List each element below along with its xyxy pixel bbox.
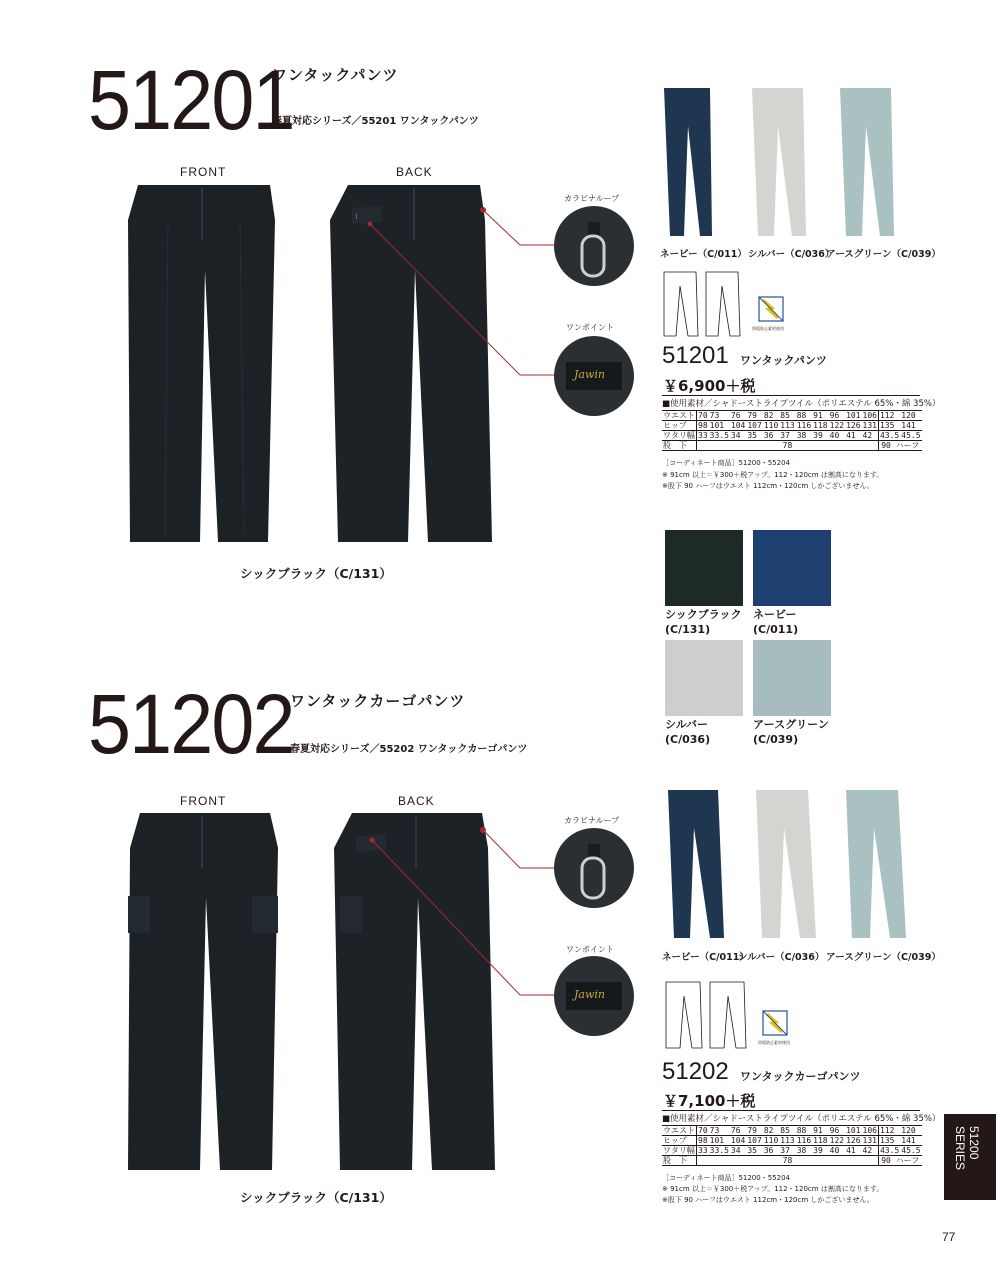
antistatic-text: 帯電防止素材使用 xyxy=(758,1040,790,1045)
size-row-inseam xyxy=(662,1156,922,1166)
product-number: 51201 xyxy=(88,53,294,147)
model-number: 51202 xyxy=(662,1058,729,1085)
size-row-inseam xyxy=(662,441,922,451)
size-cell: 120 xyxy=(900,1126,921,1136)
size-row-label: 股 下 xyxy=(662,1156,697,1166)
size-cell: 126 xyxy=(846,1136,861,1145)
size-cell: 78 xyxy=(697,441,879,451)
callout-carabiner-label: カラビナループ xyxy=(564,194,620,203)
line-drawing-icon xyxy=(662,980,752,1052)
swatch-name: シルバー xyxy=(665,718,708,731)
main-color-label: シックブラック（C/131） xyxy=(240,566,392,581)
carabiner-icon xyxy=(554,206,634,286)
size-row-thigh xyxy=(662,431,922,441)
size-cell: 135 xyxy=(878,1136,900,1146)
swatch-label-navy xyxy=(753,608,798,638)
size-cell: 33 xyxy=(698,431,708,440)
size-cell: 98 xyxy=(698,421,708,430)
swatch-silver xyxy=(665,640,743,716)
material: ■使用素材／シャドーストライプツイル（ポリエステル 65%・綿 35%） xyxy=(662,1114,941,1124)
note-2: ※股下 90 ハーフはウエスト 112cm・120cm しかございません。 xyxy=(662,1196,874,1204)
size-cell: 70 xyxy=(698,1126,708,1135)
size-cell: 113 xyxy=(780,1136,795,1145)
size-cell: 110 xyxy=(763,421,779,430)
size-cell: 45.5 xyxy=(901,431,921,440)
size-cell: 112 xyxy=(878,411,900,421)
back-label: BACK xyxy=(398,794,435,808)
size-cell: 91 xyxy=(812,411,828,421)
size-cell: 120 xyxy=(900,411,921,421)
callout-lines xyxy=(360,200,570,390)
size-row-label: ワタリ幅 xyxy=(663,1146,695,1155)
size-cell: 39 xyxy=(812,431,828,441)
size-row-waist xyxy=(662,1126,922,1136)
swatch-name: シックブラック xyxy=(665,608,742,621)
swatch-label-earthgreen xyxy=(753,718,829,748)
swatch-name: アースグリーン xyxy=(753,718,829,731)
size-cell: 118 xyxy=(813,1136,828,1145)
size-cell: 40 xyxy=(829,1146,845,1156)
callout-onepoint-label: ワンポイント xyxy=(566,323,614,332)
size-cell: 70 xyxy=(698,411,708,420)
size-cell: 36 xyxy=(763,1146,779,1156)
coordinate-items: ［コーディネート商品］51200・55204 xyxy=(662,1174,790,1182)
logo-text: Jawin xyxy=(574,368,605,381)
note-1: ※ 91cm 以上＝￥300＋税アップ。112・120cm は割高になります。 xyxy=(662,471,884,479)
carabiner-icon xyxy=(554,828,634,908)
swatch-name: ネービー xyxy=(753,608,797,621)
size-cell: 85 xyxy=(779,1126,795,1136)
size-cell: 33 xyxy=(698,1146,708,1155)
swatch-code: (C/011) xyxy=(753,622,799,636)
color-variant-earthgreen xyxy=(836,86,918,241)
series-tab-line-2: SERIES xyxy=(953,1126,967,1171)
swatch-chicblack xyxy=(665,530,743,606)
note-1: ※ 91cm 以上＝￥300＋税アップ。112・120cm は割高になります。 xyxy=(662,1185,884,1193)
size-cell: 104 xyxy=(730,1136,746,1145)
size-cell: 116 xyxy=(796,1136,812,1145)
product-subtitle: 春夏対応シリーズ／55202 ワンタックカーゴパンツ xyxy=(290,744,528,755)
size-cell: 90 ハーフ xyxy=(878,1156,921,1166)
size-cell: 106 xyxy=(862,411,877,420)
color-label-silver: シルバー（C/036） xyxy=(748,249,835,260)
front-label: FRONT xyxy=(180,794,227,808)
size-cell: 113 xyxy=(780,421,795,430)
size-cell: 78 xyxy=(697,1156,879,1166)
coordinate-items: ［コーディネート商品］51200・55204 xyxy=(662,459,790,467)
size-table xyxy=(662,1125,922,1166)
size-cell: 141 xyxy=(900,1136,921,1146)
size-cell: 42 xyxy=(862,431,879,441)
size-cell: 34 xyxy=(730,1146,746,1156)
size-row-label: 股 下 xyxy=(662,441,697,451)
size-cell: 41 xyxy=(845,1146,861,1156)
size-cell: 88 xyxy=(796,411,812,421)
material: ■使用素材／シャドーストライプツイル（ポリエステル 65%・綿 35%） xyxy=(662,399,941,409)
size-cell: 88 xyxy=(796,1126,812,1136)
size-cell: 34 xyxy=(730,431,746,441)
size-row-waist xyxy=(662,411,922,421)
size-cell: 122 xyxy=(829,421,845,430)
size-cell: 79 xyxy=(746,1126,762,1136)
price: ￥7,100＋税 xyxy=(663,1092,756,1110)
swatch-navy xyxy=(753,530,831,606)
size-row-label: ウエスト xyxy=(663,1126,695,1135)
size-cell: 39 xyxy=(812,1146,828,1156)
product-number: 51202 xyxy=(88,677,294,771)
size-cell: 131 xyxy=(862,421,877,430)
antistatic-icon xyxy=(758,296,784,322)
page-number: 77 xyxy=(942,1230,956,1244)
color-label-silver: シルバー（C/036） xyxy=(738,952,825,963)
price: ￥6,900＋税 xyxy=(663,377,756,395)
size-cell: 36 xyxy=(763,431,779,441)
model-name: ワンタックパンツ xyxy=(740,354,827,367)
size-row-label: ヒップ xyxy=(662,1136,697,1146)
size-cell: 43.5 xyxy=(879,1146,900,1155)
product-title: ワンタックカーゴパンツ xyxy=(290,692,466,710)
callout-carabiner-label: カラビナループ xyxy=(564,816,620,825)
size-cell: 126 xyxy=(846,421,861,430)
size-cell: 37 xyxy=(779,1146,795,1156)
size-table xyxy=(662,410,922,451)
svg-text:J: J xyxy=(356,214,358,220)
size-cell: 35 xyxy=(746,431,762,441)
carabiner-loop-closeup xyxy=(554,828,634,908)
antistatic-icon xyxy=(762,1010,788,1036)
series-tab xyxy=(944,1114,996,1200)
size-cell: 90 ハーフ xyxy=(878,441,921,451)
size-row-hip xyxy=(662,421,922,431)
size-cell: 79 xyxy=(746,411,762,421)
note-2: ※股下 90 ハーフはウエスト 112cm・120cm しかございません。 xyxy=(662,482,874,490)
size-cell: 131 xyxy=(862,1136,877,1145)
size-cell: 104 xyxy=(730,421,746,430)
color-label-navy: ネービー（C/011） xyxy=(662,952,749,963)
callout-lines xyxy=(360,820,570,1010)
size-cell: 116 xyxy=(796,421,812,430)
back-label: BACK xyxy=(396,165,433,179)
size-cell: 107 xyxy=(747,421,762,430)
product-subtitle: 春夏対応シリーズ／55201 ワンタックパンツ xyxy=(272,116,479,127)
swatch-label-chicblack xyxy=(665,608,742,638)
logo-text: Jawin xyxy=(574,988,605,1001)
color-variant-earthgreen xyxy=(840,788,922,943)
size-cell: 118 xyxy=(813,421,828,430)
size-cell: 76 xyxy=(730,1126,746,1136)
swatch-code: (C/039) xyxy=(753,732,799,746)
swatch-label-silver xyxy=(665,718,710,748)
size-cell: 101 xyxy=(846,1126,861,1135)
callout-onepoint-label: ワンポイント xyxy=(566,945,614,954)
swatch-code: (C/036) xyxy=(665,732,711,746)
series-tab-line-1: 51200 xyxy=(967,1126,981,1160)
size-cell: 37 xyxy=(779,431,795,441)
size-cell: 101 xyxy=(709,1136,730,1146)
size-cell: 82 xyxy=(763,1126,779,1136)
size-cell: 45.5 xyxy=(901,1146,921,1155)
front-label: FRONT xyxy=(180,165,227,179)
pants-front-image xyxy=(128,185,275,542)
color-variant-silver xyxy=(750,788,832,943)
size-cell: 112 xyxy=(878,1126,900,1136)
color-variant-navy xyxy=(660,86,742,241)
size-cell: 38 xyxy=(796,431,812,441)
size-row-label: ワタリ幅 xyxy=(663,431,695,440)
color-label-earthgreen: アースグリーン（C/039） xyxy=(826,952,941,963)
size-cell: 76 xyxy=(730,411,746,421)
size-cell: 73 xyxy=(709,411,730,421)
size-cell: 110 xyxy=(763,1136,779,1145)
onepoint-logo-closeup xyxy=(554,956,634,1036)
pants-front-image xyxy=(128,813,278,1170)
size-cell: 96 xyxy=(829,411,845,421)
size-cell: 33.5 xyxy=(709,431,729,440)
size-cell: 43.5 xyxy=(879,431,900,440)
size-cell: 135 xyxy=(878,421,900,431)
size-cell: 96 xyxy=(829,1126,845,1136)
size-cell: 41 xyxy=(845,431,861,441)
size-cell: 107 xyxy=(747,1136,762,1145)
size-cell: 33.5 xyxy=(709,1146,729,1155)
size-cell: 91 xyxy=(812,1126,828,1136)
product-title: ワンタックパンツ xyxy=(272,66,399,84)
color-label-earthgreen: アースグリーン（C/039） xyxy=(826,249,941,260)
swatch-code: (C/131) xyxy=(665,622,711,636)
onepoint-logo-closeup xyxy=(554,336,634,416)
size-cell: 85 xyxy=(779,411,795,421)
size-cell: 38 xyxy=(796,1146,812,1156)
carabiner-loop-closeup xyxy=(554,206,634,286)
size-cell: 122 xyxy=(829,1136,845,1145)
swatch-earthgreen xyxy=(753,640,831,716)
color-label-navy: ネービー（C/011） xyxy=(660,249,747,260)
size-cell: 35 xyxy=(746,1146,762,1156)
main-color-label: シックブラック（C/131） xyxy=(240,1190,392,1205)
size-cell: 42 xyxy=(862,1146,879,1156)
model-name: ワンタックカーゴパンツ xyxy=(740,1070,861,1083)
size-row-hip xyxy=(662,1136,922,1146)
size-cell: 106 xyxy=(862,1126,877,1135)
size-row-label: ウエスト xyxy=(663,411,695,420)
model-number: 51201 xyxy=(662,342,729,369)
size-cell: 101 xyxy=(846,411,861,420)
color-variant-navy xyxy=(662,788,744,943)
size-cell: 82 xyxy=(763,411,779,421)
size-row-label: ヒップ xyxy=(662,421,697,431)
size-cell: 98 xyxy=(698,1136,708,1145)
size-cell: 101 xyxy=(709,421,730,431)
size-cell: 73 xyxy=(709,1126,730,1136)
antistatic-text: 帯電防止素材使用 xyxy=(752,326,784,331)
color-variant-silver xyxy=(748,86,830,241)
size-row-thigh xyxy=(662,1146,922,1156)
line-drawing-icon xyxy=(660,270,742,340)
size-cell: 141 xyxy=(900,421,921,431)
size-cell: 40 xyxy=(829,431,845,441)
